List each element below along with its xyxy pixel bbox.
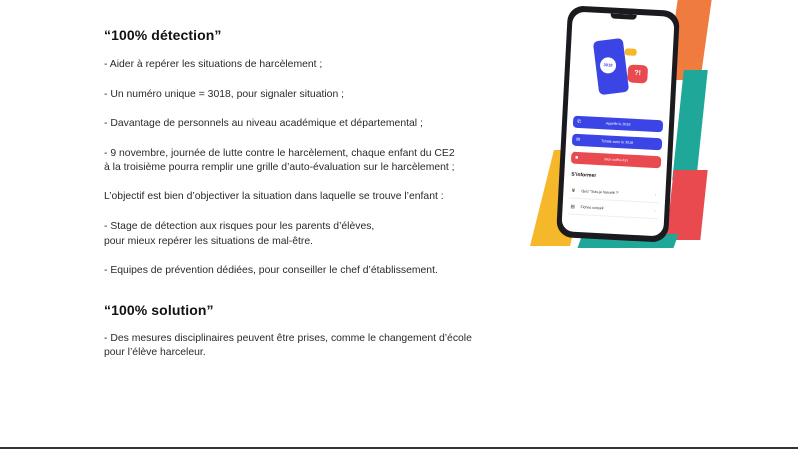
lock-icon: ■ (575, 154, 579, 161)
chevron-right-icon: › (655, 193, 657, 198)
text-line: - Aider à repérer les situations de harcèlement ; (104, 59, 323, 70)
phone-hero-illustration (586, 34, 657, 101)
chat-bubble-icon: ?! (627, 64, 648, 83)
text-line: pour l’élève harceleur. (104, 347, 206, 358)
quiz-label: Quiz “Suis-je harcelé ?” (581, 189, 620, 196)
inform-section-title: S’informer (571, 171, 597, 179)
section-title-detection: “100% détection” (104, 27, 222, 43)
chevron-right-icon: › (654, 209, 656, 214)
decor-stripe-teal (672, 70, 708, 180)
text-line: - Stage de détection aux risques pour les parents d’élèves, (104, 221, 375, 232)
safe-box-button[interactable] (571, 152, 662, 169)
text-line: - Un numéro unique = 3018, pour signaler situation ; (104, 89, 344, 100)
decor-stripe-red (666, 170, 707, 240)
badge-3018: 3018 (598, 55, 619, 76)
text-line: - Des mesures disciplinaires peuvent être prises, comme le changement d’école (104, 333, 472, 344)
chat-3018-label: Tchate avec le 3018 (600, 139, 634, 145)
phone-notch (611, 13, 637, 19)
phone-illustration (540, 0, 710, 252)
call-3018-label: Appelle le 3018 (605, 121, 631, 127)
chat-3018-button[interactable] (572, 134, 663, 151)
advice-label: Fiches conseil (580, 205, 604, 211)
safe-box-label: Mon coffre-fort (604, 157, 628, 163)
text-line: - Equipes de prévention dédiées, pour conseiller le chef d’établissement. (104, 265, 438, 276)
chat-icon: ✉ (575, 136, 581, 144)
text-line: - Davantage de personnels au niveau académique et départemental ; (104, 118, 423, 129)
text-line: pour mieux repérer les situations de mal-être. (104, 236, 314, 247)
trophy-icon: ♛ (571, 187, 576, 193)
phone-screen (561, 11, 674, 236)
phone-icon: ✆ (576, 118, 582, 126)
small-bubble-icon (625, 48, 637, 56)
section-title-solution: “100% solution” (104, 302, 214, 318)
text-line: à la troisième pourra remplir une grille d’auto-évaluation sur le harcèlement ; (104, 162, 455, 173)
call-3018-button[interactable] (573, 116, 664, 133)
phone-device (556, 5, 680, 243)
text-line: - 9 novembre, journée de lutte contre le harcèlement, chaque enfant du CE2 (104, 148, 455, 159)
book-icon: ▤ (570, 203, 576, 209)
text-line: L’objectif est bien d’objectiver la situation dans laquelle se trouve l’enfant : (104, 191, 444, 202)
